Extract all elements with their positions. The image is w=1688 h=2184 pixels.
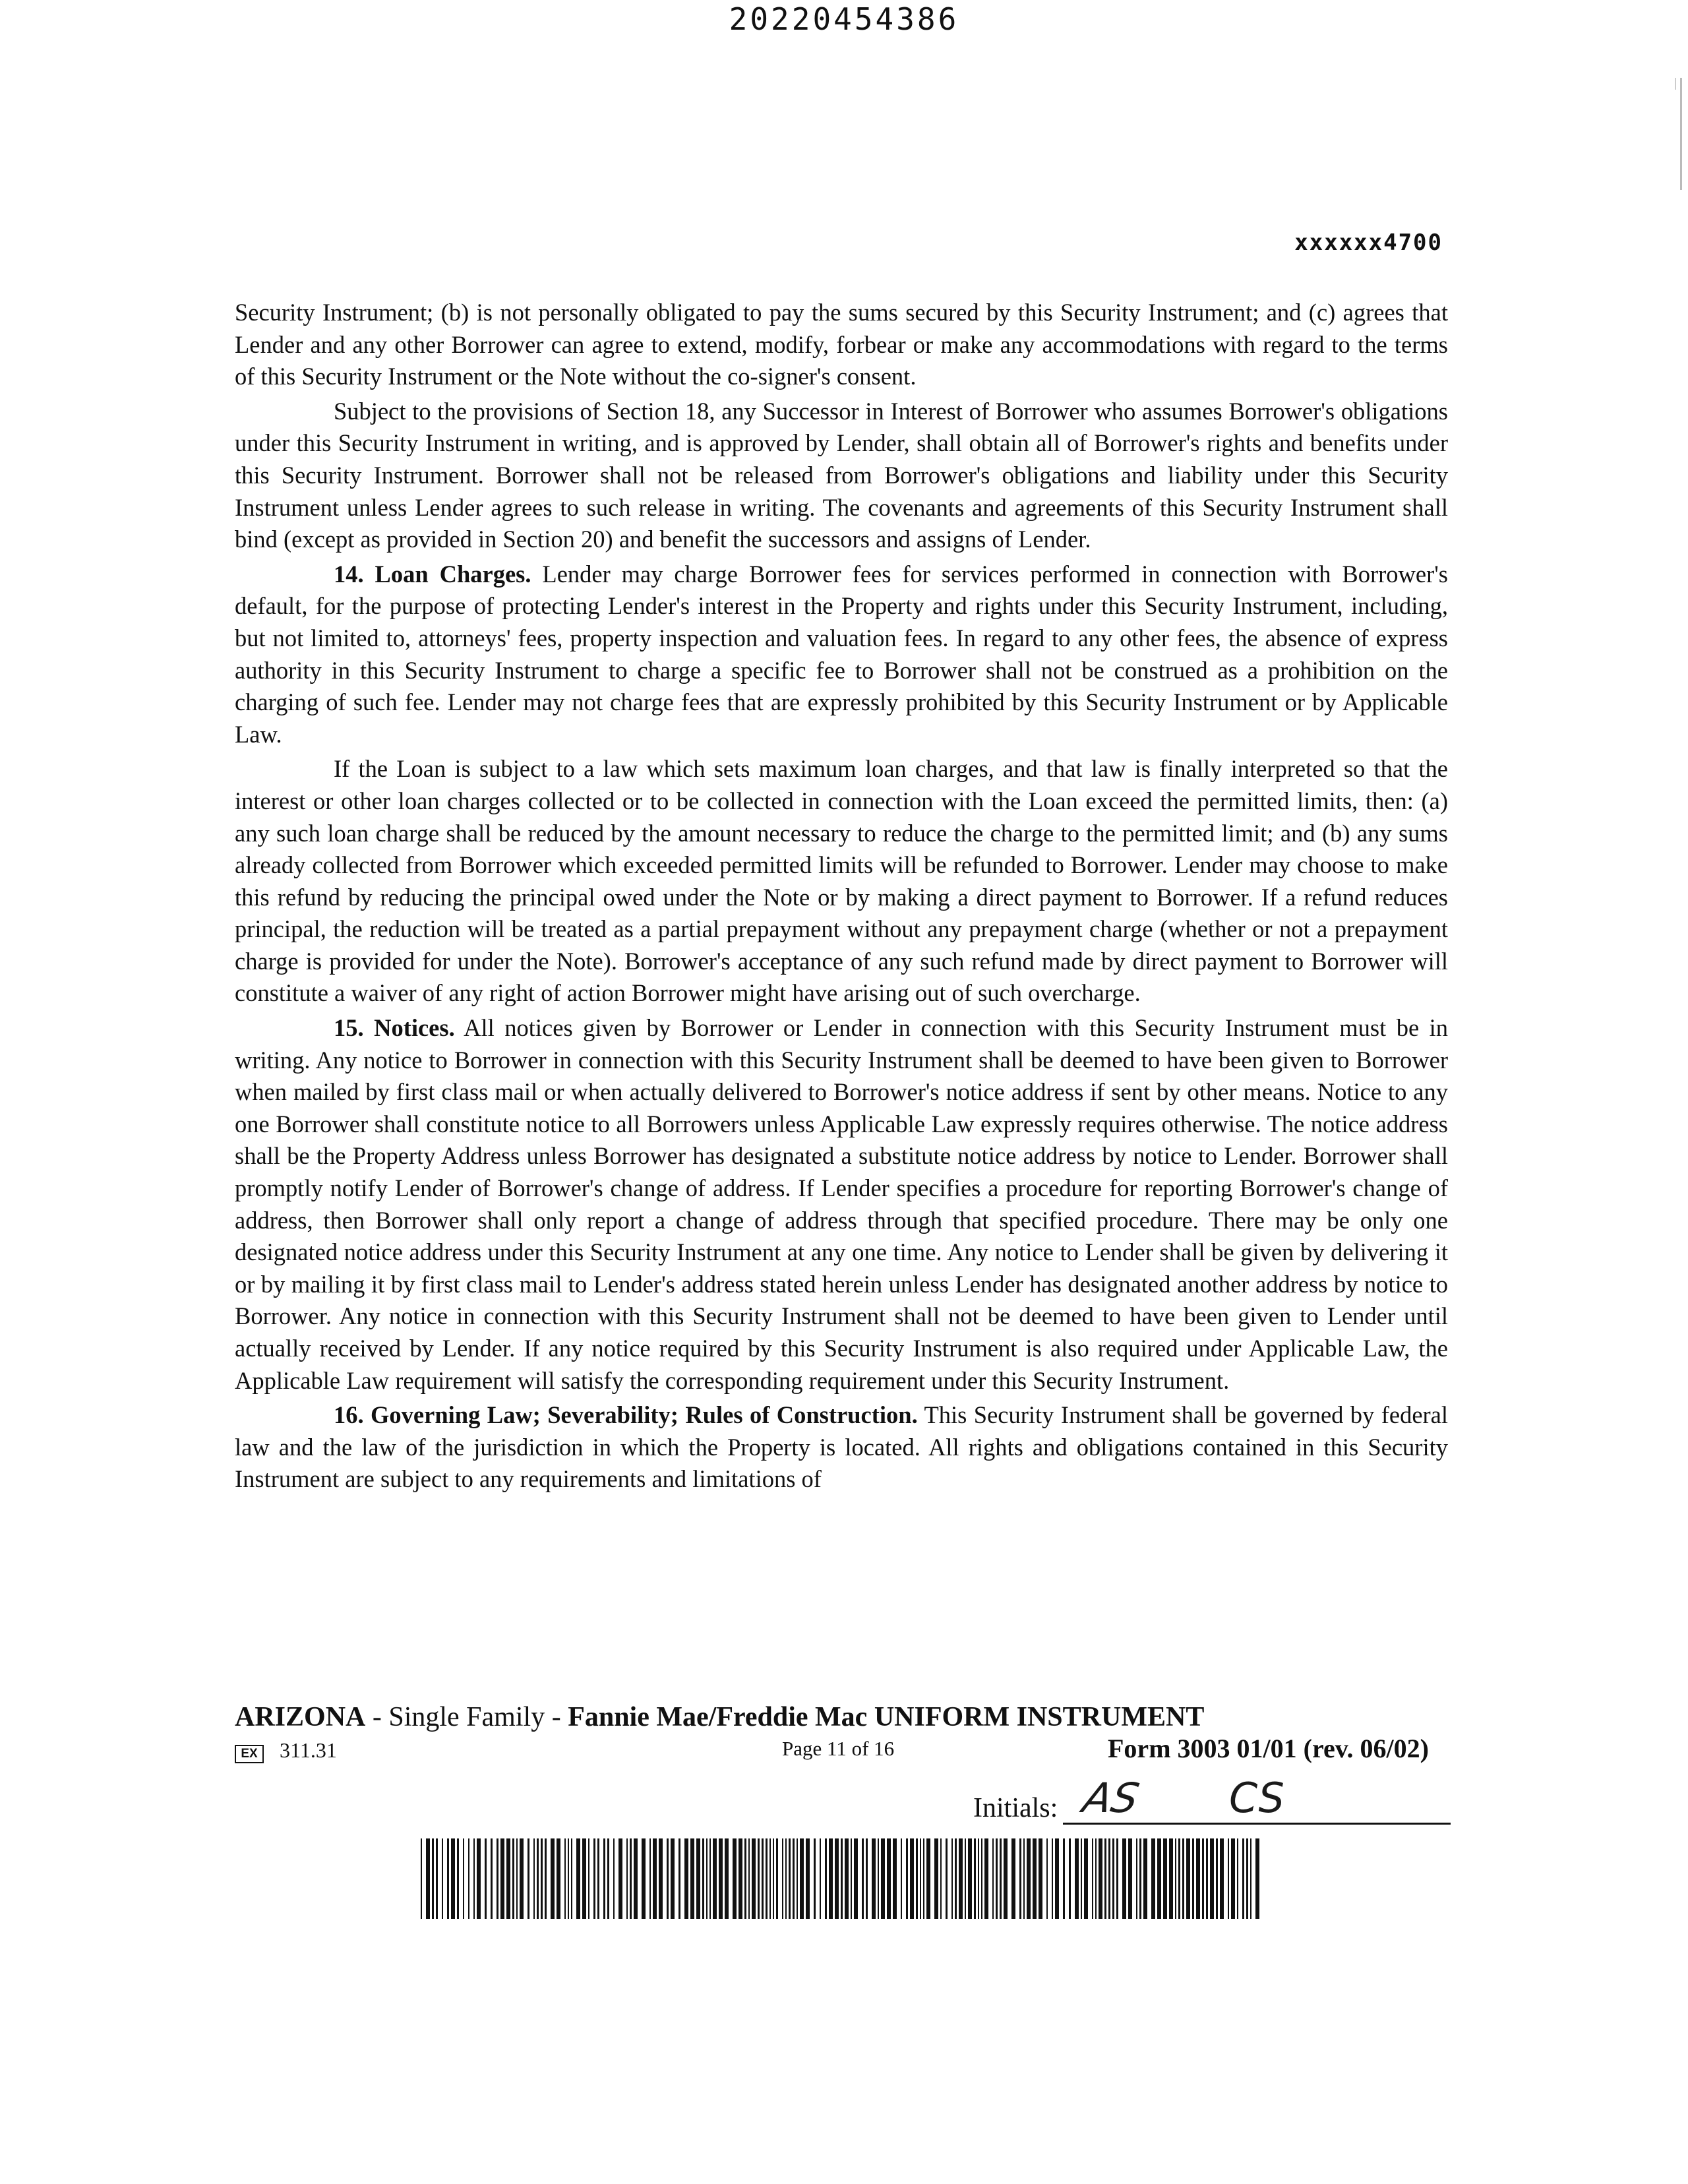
form-code: 311.31 <box>280 1738 337 1762</box>
scan-margin-mark <box>1675 78 1676 90</box>
paragraph-successors: Subject to the provisions of Section 18, any Successor in Interest of Borrower who assumes Borrower's obligations under this Security Instrument in writing, and is approved by Lender, shall obtain all of Borrower's rights and benefits under this Security Instrument. Borrower shall not be released from Borrower's obligations and liability under this Security Instrument unless Lender agrees to such release in writing. The covenants and agreements of this Security Instrument shall bind (except as provided in Section 20) and benefit the successors and assigns of Lender. <box>235 397 1448 553</box>
initials-signature-2: CS <box>1229 1774 1284 1822</box>
paragraph-continuation: Security Instrument; (b) is not personally obligated to pay the sums secured by this Security Instrument; and (c) agrees that Lender and any other Borrower can agree to extend, modify, forbear or make any accommodations with regard to the terms of this Security Instrument or the Note without the co-signer's consent. <box>235 299 1448 390</box>
initials-label: Initials: <box>973 1793 1058 1823</box>
section-heading: 16. Governing Law; Severability; Rules of Construction. <box>334 1401 918 1429</box>
section-heading: 14. Loan Charges. <box>334 560 531 588</box>
recording-number: 20220454386 <box>729 1 959 37</box>
page-number: Page 11 of 16 <box>782 1737 895 1760</box>
section-heading: 15. Notices. <box>334 1014 455 1042</box>
section-15-notices: 15. Notices. All notices given by Borrower or Lender in connection with this Security Instrument must be in writing. Any notice to Borrower in connection with this Security Instrument shall be deemed to have been given to Borrower when mailed by first class mail or when actually delivered to Borrower's notice address if sent by other means. Notice to any one Borrower shall constitute notice to all Borrowers unless Applicable Law expressly requires otherwise. The notice address shall be the Property Address unless Borrower has designated a substitute notice address by notice to Lender. Borrower shall promptly notify Lender of Borrower's change of address. If Lender specifies a procedure for reporting Borrower's change of address, then Borrower shall only report a change of address through that specified procedure. There may be only one designated notice address under this Security Instrument at any one time. Any notice to Lender shall be given by delivering it or by mailing it by first class mail to Lender's address stated herein unless Lender has designated another address by notice to Borrower. Any notice in connection with this Security Instrument shall not be deemed to have been given to Lender until actually received by Lender. If any notice required by this Security Instrument is also required under Applicable Law, the Applicable Law requirement will satisfy the corresponding requirement under this Security Instrument. <box>235 1014 1448 1394</box>
form-reference: Form 3003 01/01 (rev. 06/02) <box>1108 1734 1429 1763</box>
scan-margin-mark <box>1680 78 1682 190</box>
section-14-loan-charges: 14. Loan Charges. Lender may charge Borrower fees for services performed in connection with Borrower's default, for the purpose of protecting Lender's interest in the Property and rights under this Security Instrument, including, but not limited to, attorneys' fees, property inspection and valuation fees. In regard to any other fees, the absence of express authority in this Security Instrument to charge a specific fee to Borrower shall not be construed as a prohibition on the charging of such fee. Lender may not charge fees that are expressly prohibited by this Security Instrument or by Applicable Law. <box>235 560 1449 748</box>
initials-line <box>1063 1823 1451 1825</box>
paragraph-maximum-charges: If the Loan is subject to a law which sets maximum loan charges, and that law is finally interpreted so that the interest or other loan charges collected or to be collected in connection with the Loan exceed the permitted limits, then: (a) any such loan charge shall be reduced by the amount necessary to reduce the charge to the permitted limit; and (b) any sums already collected from Borrower which exceeded permitted limits will be refunded to Borrower. Lender may choose to make this refund by reducing the principal owed under the Note or by making a direct payment to Borrower. If a refund reduces principal, the reduction will be treated as a partial prepayment without any prepayment charge (whether or not a prepayment charge is provided for under the Note). Borrower's acceptance of any such refund made by direct payment to Borrower will constitute a waiver of any right of action Borrower might have arising out of such overcharge. <box>235 755 1448 1007</box>
ex-logo-icon: EX <box>235 1745 264 1763</box>
footer-form-title: ARIZONA - Single Family - Fannie Mae/Freddie Mac UNIFORM INSTRUMENT <box>235 1702 1205 1732</box>
document-body <box>235 297 1448 1498</box>
barcode <box>421 1838 1261 1919</box>
section-16-governing-law: 16. Governing Law; Severability; Rules of Construction. This Security Instrument shall be governed by federal law and the law of the jurisdiction in which the Property is located. All rights and obligations contained in this Security Instrument are subject to any requirements and limitations of <box>235 1401 1449 1493</box>
initials-signature-1: AS <box>1079 1774 1143 1822</box>
loan-number: xxxxxx4700 <box>1294 229 1443 256</box>
